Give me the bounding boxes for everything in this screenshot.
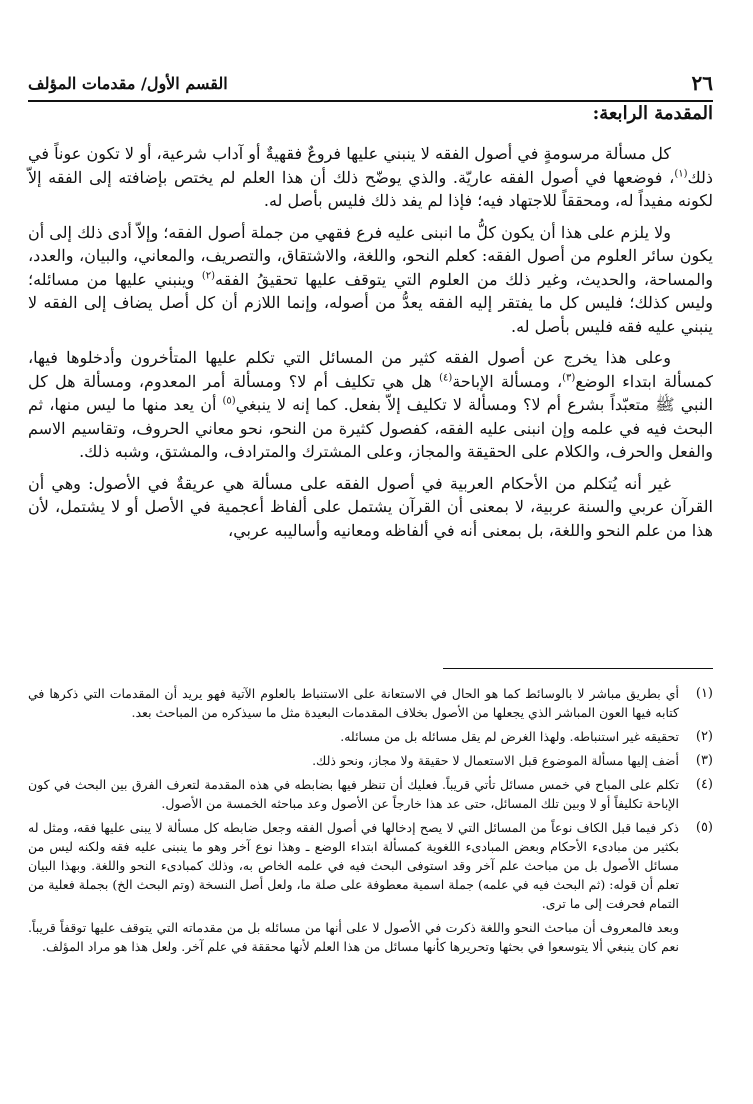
paragraph-text: غير أنه يُتكلم من الأحكام العربية في أصول الفقه على مسألة هي عريقةٌ في الأصول: وهي أن القرآن عربي والسنة عربية، لا بمعنى أن القرآن يشتمل على ألفاظ أعجمية في الأصل أو لا يشتمل، لأن هذا من علم النحو واللغة، بل بمعنى أنه في ألفاظه ومعانيه وأساليبه عربي،: [28, 473, 713, 540]
footnote-text: تكلم على المباح في خمس مسائل تأتي قريباً. فعليك أن تنظر فيها بضابطه في هذه المقدمة لتعرف الفرق بين البحث في كون الإباحة تكليفاً أو لا وبين تلك المسائل، حتى عد هذا خارجاً عن الأصول وعد مباحثه الخمسة من الأصول.: [28, 777, 679, 811]
footnote-ref[interactable]: (٤): [439, 372, 453, 384]
footnote-number: (٢): [695, 729, 713, 744]
footnote-text: أي بطريق مباشر لا بالوسائط كما هو الحال في الاستعانة على الاستنباط بالعلوم الآتية فهو يريد أن المقدمات التي ذكرها في كتابه فيها العون المباشر الذي يجعلها من الأصول بخلاف المقدمات البعيدة مثل ما سيذكره من المباحث بعد.: [28, 686, 679, 720]
running-title: القسم الأول/ مقدمات المؤلف: [28, 73, 228, 93]
paragraph-text: هل هي تكليف أم لا؟ ومسألة أمر المعدوم، ومسألة هل كل النبي ﷺ متعبّداً بشرع أم لا؟ ومسألة لا تكليف إلاّ بفعل. كما إنه لا ينبغي: [28, 371, 714, 414]
section-heading: المقدمة الرابعة:: [592, 103, 713, 124]
footnote: [28, 727, 713, 746]
paragraph: [28, 472, 713, 543]
footnote-divider: [443, 668, 713, 669]
page-header: [28, 66, 713, 102]
paragraph-text: وعلى هذا يخرج عن أصول الفقه كثير من المسائل التي تكلم عليها المتأخرون وأدخلوها فيها، كمسألة ابتداء الوضع: [28, 348, 714, 391]
footnote: [28, 918, 713, 956]
paragraph-text: ، فوضعها في أصول الفقه عاريّة. والذي يوضّح ذلك أن هذا العلم لم يختص بإضافته إلى الفقه إلاّ لكونه مفيداً له، ومحققاً للاجتهاد فيه؛ فإذا لم يفد ذلك فليس بأصل له.: [28, 167, 713, 210]
footnote-number: [679, 918, 713, 956]
paragraph-text: ، ومسألة الإباحة: [452, 371, 563, 391]
footnote: [28, 775, 713, 813]
paragraph-text: وينبني عليها من مسائله؛ وليس كذلك؛ فليس كل ما يفتقر إليه الفقه يعدُّ من أصوله، وإنما اللازم أن كل أصل يضاف إلى الفقه لا ينبني عليه فقه فليس بأصل له.: [28, 269, 713, 336]
paragraph: [28, 142, 713, 213]
main-text: [28, 142, 713, 550]
paragraph-text: أن يعد منها ما ليس منها، ثم البحث فيه في علمه وإن انبنى عليه الفقه، كفصول كثيرة من النحو، نحو معاني الحروف، وتقاسيم الاسم والفعل والحرف، والكلام على الحقيقة والمجاز، وعلى المشترك والمترادف، والمشتق، وشبه ذلك.: [28, 395, 713, 461]
footnote-number: (٥): [695, 820, 713, 835]
footnote-number: (١): [695, 686, 713, 701]
footnote-text: وبعد فالمعروف أن مباحث النحو واللغة ذكرت في الأصول لا على أنها من مسائله بل من مقدماته التي يتوقف عليها توقفاً قريباً. نعم كان ينبغي ألا يتوسعوا في بحثها وتحريرها كأنها مسائل من هذا العلم لأنها محققة في علم آخر. ولعل هذا هو مراد المؤلف.: [28, 920, 679, 954]
footnote: [28, 751, 713, 770]
footnote: [28, 818, 713, 913]
footnote-ref[interactable]: (٢): [201, 270, 216, 282]
footnote-ref[interactable]: (٣): [562, 372, 576, 384]
footnote-ref[interactable]: (١): [674, 168, 688, 180]
page-number: ٢٦: [691, 71, 713, 95]
paragraph: [28, 346, 713, 464]
footnote-number: (٣): [695, 753, 713, 768]
footnote-ref[interactable]: (٥): [222, 395, 236, 407]
footnote-text: ذكر فيما قبل الكاف نوعاً من المسائل التي لا يصح إدخالها في أصول الفقه وجعل ضابطه كل مسألة لا يبنى عليها فقه، ومثل له بكثير من مبادىء الأحكام وبعض المبادىء اللغوية كمسألة ابتداء الوضع ـ وهذا نوع آخر وهو ما ينبنى عليه فقه ولكنه ليس من مسائل الأصول بل من مباحث علم آخر وقد استوفى البحث فيه في علمه الخاص به، وذلك كمبادىء النحو واللغة. وبهذا البيان تعلم أن قوله: (ثم البحث فيه في علمه) جملة اسمية معطوفة على صلة ما، ولعل أصل النسخة (وتم البحث الخ) بجملة فعلية من التمام فحرفت إلى ما ترى.: [28, 820, 679, 911]
footnote-text: أضف إليها مسألة الموضوع قبل الاستعمال لا حقيقة ولا مجاز، ونحو ذلك.: [312, 753, 679, 768]
footnote: [28, 684, 713, 722]
footnotes: [28, 684, 713, 961]
paragraph-text: ولا يلزم على هذا أن يكون كلُّ ما انبنى عليه فرع فقهي من جملة أصول الفقه؛ وإلاّ أدى ذلك إلى أن يكون سائر العلوم من أصول الفقه: كعلم النحو، واللغة، والاشتقاق، والتصريف، والمعاني، والبيان، والعدد، والمساحة، والحديث، وغير ذلك من العلوم التي يتوقف عليها تحقيقُ الفقه: [28, 222, 714, 289]
paragraph: [28, 221, 713, 339]
footnote-number: (٤): [695, 777, 713, 792]
footnote-text: تحقيقه غير استنباطه. ولهذا الغرض لم يقل مسائله بل من مسائله.: [340, 729, 679, 744]
paragraph-text: كل مسألة مرسومةٍ في أصول الفقه لا ينبني عليها فروعٌ فقهيةٌ أو آداب شرعية، أو لا تكون عوناً في ذلك: [28, 144, 713, 187]
